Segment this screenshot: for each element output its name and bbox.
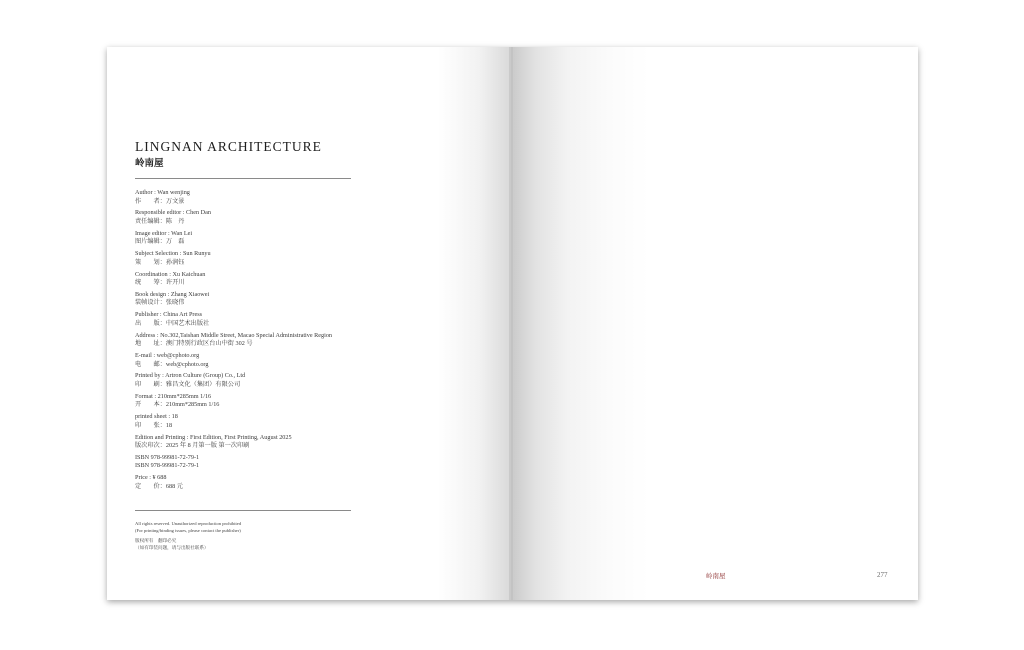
credit-en: Image editor : Wan Lei bbox=[135, 229, 193, 237]
credit-price bbox=[135, 474, 375, 491]
running-title: 岭南屋 bbox=[706, 573, 726, 580]
book-title: LINGNAN ARCHITECTURE bbox=[135, 139, 322, 154]
credit-format bbox=[135, 393, 375, 410]
credit-coordination bbox=[135, 271, 375, 288]
credit-subject-selection bbox=[135, 250, 375, 267]
credit-en: ISBN 978-99981-72-79-1 bbox=[135, 453, 200, 461]
credit-en: Edition and Printing : First Edition, First Printing, August 2025 bbox=[135, 433, 292, 441]
credit-en: Book design : Zhang Xiaowei bbox=[135, 290, 210, 298]
contact-en: (For printing/binding issues, please contact the publisher) bbox=[135, 527, 241, 533]
credit-publisher bbox=[135, 311, 375, 328]
page-number: 277 bbox=[877, 571, 888, 579]
credit-responsible-editor bbox=[135, 209, 375, 226]
credit-cn: 印 张：18 bbox=[135, 421, 173, 429]
credit-en: E-mail : web@cphoto.org bbox=[135, 352, 200, 359]
credit-en: printed sheet : 18 bbox=[135, 413, 178, 421]
book-title-chinese: 岭南屋 bbox=[135, 159, 164, 169]
credit-en: Coordination : Xu Kaichuan bbox=[135, 270, 206, 278]
credit-cn: 策 划：孙润钰 bbox=[135, 258, 185, 266]
credit-cn: 开 本：210mm*285mm 1/16 bbox=[135, 401, 220, 409]
credit-cn: 装帧设计：张晓伟 bbox=[135, 299, 185, 307]
credit-address bbox=[135, 332, 375, 349]
credit-isbn bbox=[135, 454, 375, 471]
open-book bbox=[107, 47, 918, 600]
book-spine bbox=[509, 47, 513, 600]
credit-en: Format : 210mm*285mm 1/16 bbox=[135, 392, 212, 400]
credits-list bbox=[135, 189, 375, 495]
credit-cn: 图片编辑：万 磊 bbox=[135, 238, 185, 246]
credit-en: Author : Wan wenjing bbox=[135, 189, 190, 196]
credit-en: Price : ¥ 688 bbox=[135, 474, 167, 482]
credit-cn: 责任编辑：陈 丹 bbox=[135, 217, 185, 225]
credit-cn: 定 价：688 元 bbox=[135, 482, 183, 490]
credit-en: Responsible editor : Chen Dan bbox=[135, 209, 211, 217]
credit-en: Address : No.302,Taishan Middle Street, Macao Special Administrative Region bbox=[135, 331, 333, 339]
contact-cn: （如有印装问题，请与出版社联系） bbox=[135, 544, 209, 550]
credit-cn: 地 址：澳门特别行政区台山中街 302 号 bbox=[135, 340, 253, 348]
credit-en: Subject Selection : Sun Runyu bbox=[135, 250, 211, 258]
credit-cn: 版次印次：2025 年 8 月第一版 第一次印刷 bbox=[135, 442, 250, 450]
credit-edition bbox=[135, 434, 375, 451]
credit-email bbox=[135, 352, 375, 369]
credit-en: Printed by : Artron Culture (Group) Co., Ltd bbox=[135, 372, 246, 380]
credit-cn: 统 筹：许开川 bbox=[135, 279, 185, 287]
credit-cn: 作 者：万文景 bbox=[135, 197, 185, 205]
top-divider bbox=[135, 178, 351, 179]
credit-image-editor bbox=[135, 230, 375, 247]
rights-notice bbox=[135, 521, 241, 551]
right-page bbox=[511, 47, 918, 600]
credit-printer bbox=[135, 372, 375, 389]
credit-author bbox=[135, 189, 375, 206]
credit-cn: 出 版：中国艺术出版社 bbox=[135, 319, 210, 327]
credit-printed-sheet bbox=[135, 413, 375, 430]
rights-cn: 版权所有 翻印必究 bbox=[135, 538, 177, 544]
rights-en: All rights reserved. Unauthorized reproduction prohibited bbox=[135, 521, 242, 526]
credit-cn: 印 刷：雅昌文化（集团）有限公司 bbox=[135, 380, 241, 388]
bottom-divider bbox=[135, 510, 351, 511]
credit-cn: 电 邮：web@cphoto.org bbox=[135, 360, 209, 368]
credit-cn: ISBN 978-99981-72-79-1 bbox=[135, 462, 200, 470]
credit-en: Publisher : China Art Press bbox=[135, 311, 203, 319]
credit-book-design bbox=[135, 291, 375, 308]
left-page bbox=[107, 47, 511, 600]
